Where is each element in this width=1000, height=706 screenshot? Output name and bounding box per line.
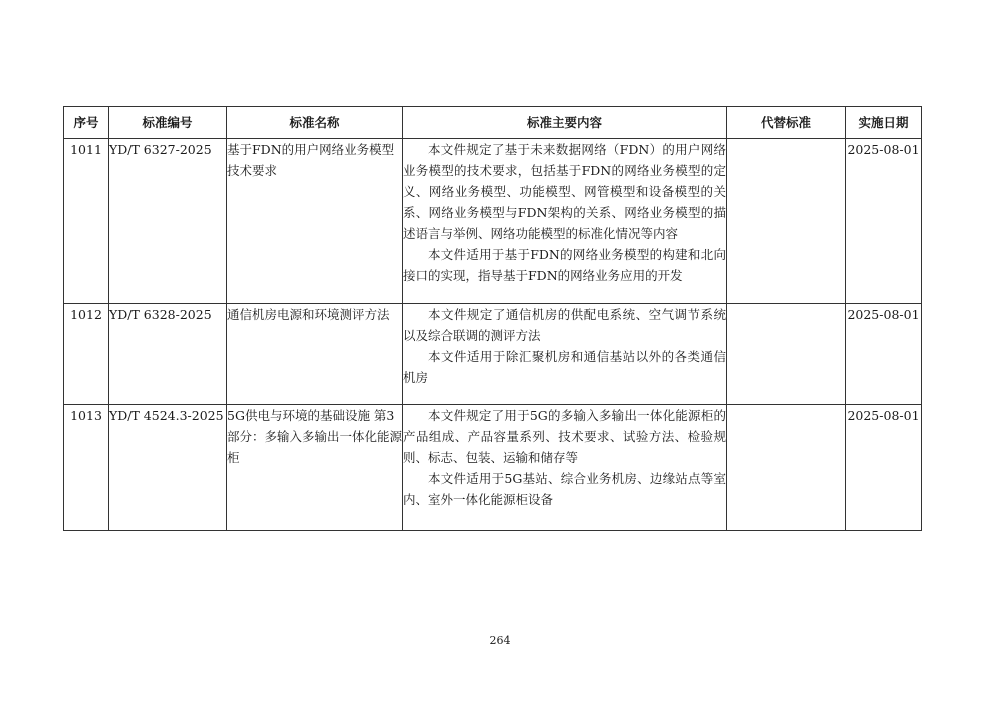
serial-no-cell: 1012 <box>64 304 109 405</box>
standard-code-cell: YD/T 6327-2025 <box>109 139 227 304</box>
table-header-row <box>64 107 922 139</box>
standard-name-cell: 5G供电与环境的基础设施 第3部分：多输入多输出一体化能源柜 <box>227 405 403 531</box>
effective-date-cell: 2025-08-01 <box>846 139 922 304</box>
standard-code-cell: YD/T 6328-2025 <box>109 304 227 405</box>
header-replaced-standard: 代替标准 <box>727 107 846 139</box>
content-paragraph: 本文件规定了用于5G的多输入多输出一体化能源柜的产品组成、产品容量系列、技术要求、试验方法、检验规则、标志、包装、运输和储存等 <box>403 408 726 465</box>
table-row <box>64 405 922 531</box>
replaced-standard-cell <box>727 304 846 405</box>
page-number: 264 <box>489 634 511 647</box>
content-paragraph: 本文件规定了通信机房的供配电系统、空气调节系统以及综合联调的测评方法 <box>403 307 726 343</box>
header-standard-code: 标准编号 <box>109 107 227 139</box>
content-paragraph: 本文件适用于基于FDN的网络业务模型的构建和北向接口的实现，指导基于FDN的网络业务应用的开发 <box>403 247 726 283</box>
header-serial-no: 序号 <box>64 107 109 139</box>
standard-name-cell: 基于FDN的用户网络业务模型技术要求 <box>227 139 403 304</box>
standards-table <box>63 106 922 531</box>
content-paragraph: 本文件适用于5G基站、综合业务机房、边缘站点等室内、室外一体化能源柜设备 <box>403 471 726 507</box>
effective-date-cell: 2025-08-01 <box>846 304 922 405</box>
main-content-cell <box>403 139 727 304</box>
standard-name-cell: 通信机房电源和环境测评方法 <box>227 304 403 405</box>
content-paragraph: 本文件规定了基于未来数据网络（FDN）的用户网络业务模型的技术要求，包括基于FDN的网络业务模型的定义、网络业务模型、功能模型、网管模型和设备模型的关系、网络业务模型与FDN架构的关系、网络业务模型的描述语言与举例、网络功能模型的标准化情况等内容 <box>403 142 726 241</box>
serial-no-cell: 1013 <box>64 405 109 531</box>
content-paragraph: 本文件适用于除汇聚机房和通信基站以外的各类通信机房 <box>403 349 726 385</box>
serial-no-cell: 1011 <box>64 139 109 304</box>
replaced-standard-cell <box>727 139 846 304</box>
header-main-content: 标准主要内容 <box>403 107 727 139</box>
header-effective-date: 实施日期 <box>846 107 922 139</box>
main-content-cell <box>403 405 727 531</box>
replaced-standard-cell <box>727 405 846 531</box>
effective-date-cell: 2025-08-01 <box>846 405 922 531</box>
table-row <box>64 139 922 304</box>
main-content-cell <box>403 304 727 405</box>
standard-code-cell: YD/T 4524.3-2025 <box>109 405 227 531</box>
table-row <box>64 304 922 405</box>
header-standard-name: 标准名称 <box>227 107 403 139</box>
